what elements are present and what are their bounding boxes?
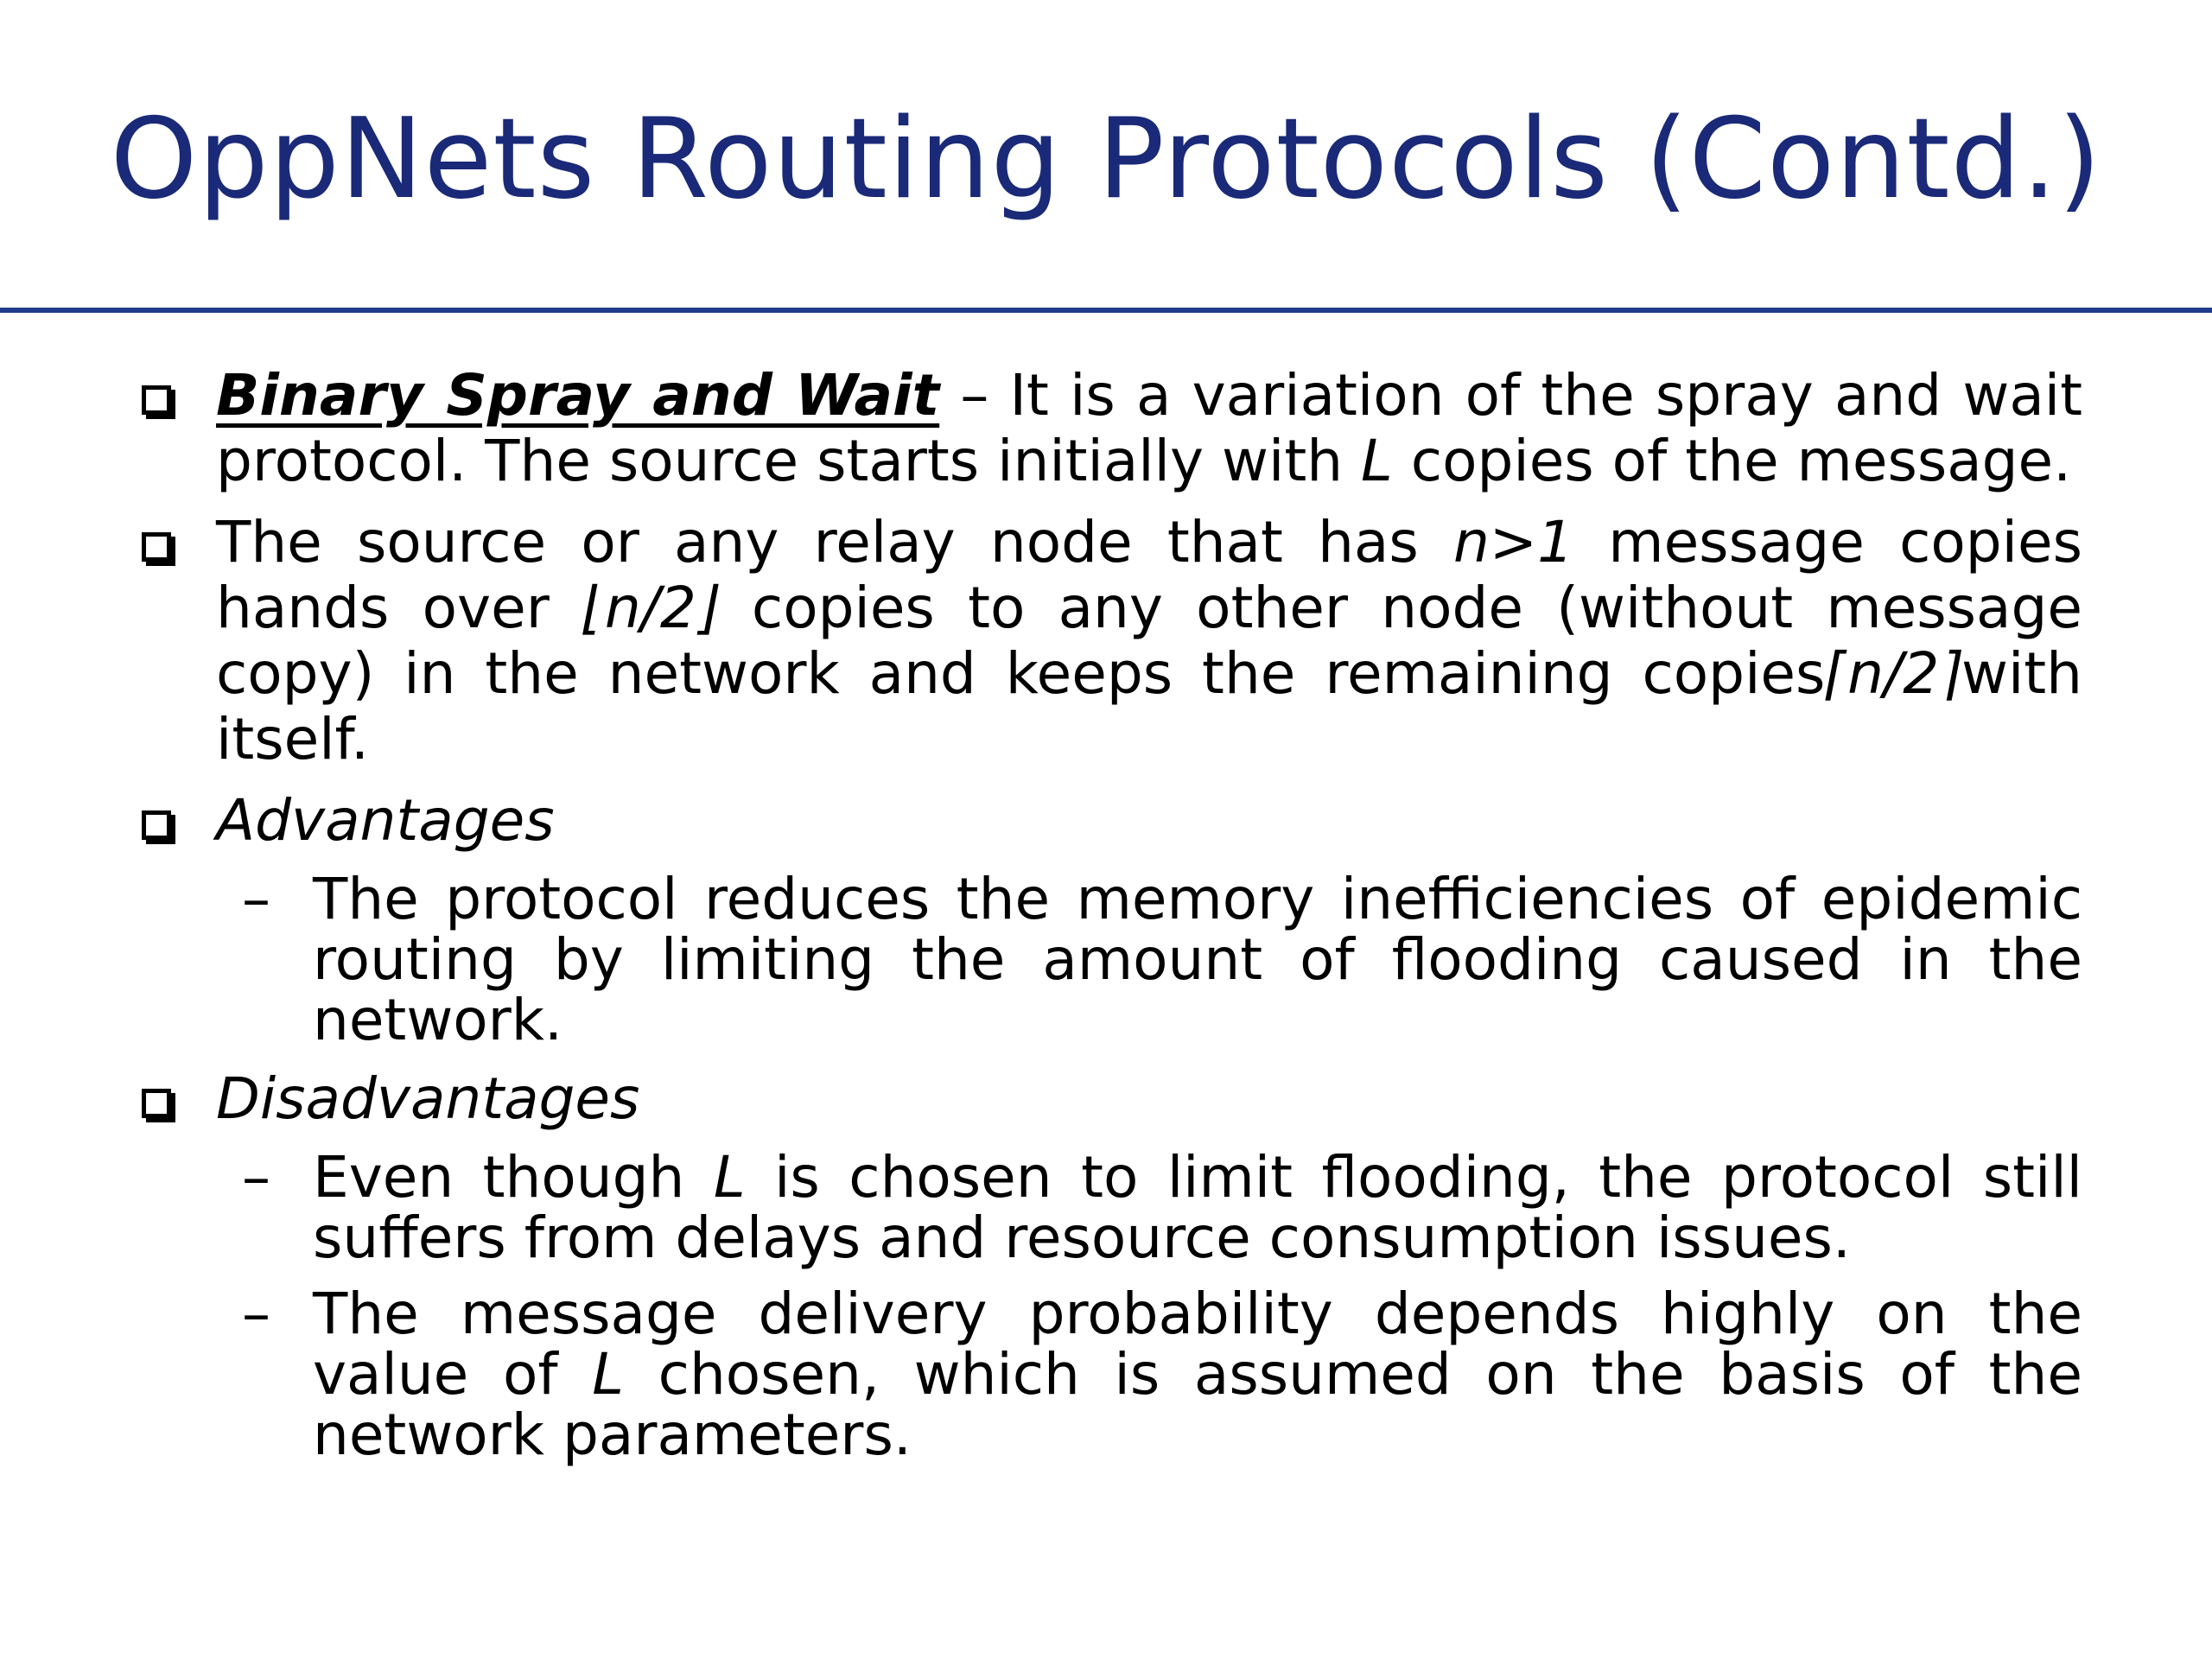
ceil-n-over-2: ⌈n/2⌉: [1825, 640, 1961, 707]
slide-content: [130, 363, 2082, 1481]
variable-l: L: [1361, 428, 1393, 494]
slide-title: OppNets Routing Protocols (Contd.): [110, 95, 2102, 224]
dash-bullet: –: [242, 1281, 270, 1347]
hollow-square-bullet-icon: [142, 532, 171, 562]
sub-text: The message delivery probability depends highly on the value of: [313, 1281, 2082, 1408]
floor-n-over-2: ⌊n/2⌋: [582, 575, 719, 641]
sub-text: Even though: [313, 1144, 714, 1211]
hollow-square-bullet-icon: [142, 810, 171, 840]
dash-bullet: –: [242, 866, 270, 932]
sub-text: The protocol reduces the memory inefficiencies of epidemic routing by limiting the amount of flooding caused in the network.: [313, 866, 2082, 1053]
advantages-heading: Advantages: [216, 787, 555, 854]
variable-l: L: [713, 1144, 746, 1211]
condition-n-gt-1: n>1: [1452, 509, 1574, 575]
hollow-square-bullet-icon: [142, 385, 171, 415]
variable-l: L: [592, 1341, 624, 1408]
bullet-advantages: [130, 788, 2082, 854]
bullet-text: message copies hands over: [216, 509, 2082, 641]
disadvantages-heading: Disadvantages: [216, 1065, 640, 1132]
sub-text: is chosen to limit flooding, the protocol still suffers from delays and resource consumption issues.: [313, 1144, 2082, 1271]
bullet-disadvantages: [130, 1066, 2082, 1132]
hollow-square-bullet-icon: [142, 1089, 171, 1118]
sub-text: chosen, which is assumed on the basis of the network parameters.: [313, 1341, 2082, 1468]
bullet-text: – It is a variation of the spray and wait protocol. The source starts initially with: [216, 362, 2082, 494]
bullet-text: copies of the message.: [1392, 428, 2072, 494]
bullet-text: The source or any relay node that has: [216, 509, 1453, 575]
disadvantage-item: [130, 1281, 2082, 1468]
bullet-binary-spray-and-wait: [130, 363, 2082, 494]
term-binary-spray-and-wait: Binary Spray and Wait: [216, 362, 940, 429]
bullet-text: copies to any other node (without message copy) in the network and keeps the remaining copies: [216, 575, 2082, 707]
disadvantage-item: [130, 1144, 2082, 1271]
advantage-item: [130, 866, 2082, 1053]
dash-bullet: –: [242, 1144, 270, 1211]
bullet-copy-handover: [130, 510, 2082, 772]
bullet-text: with itself.: [216, 640, 2082, 772]
title-divider: [0, 308, 2212, 313]
